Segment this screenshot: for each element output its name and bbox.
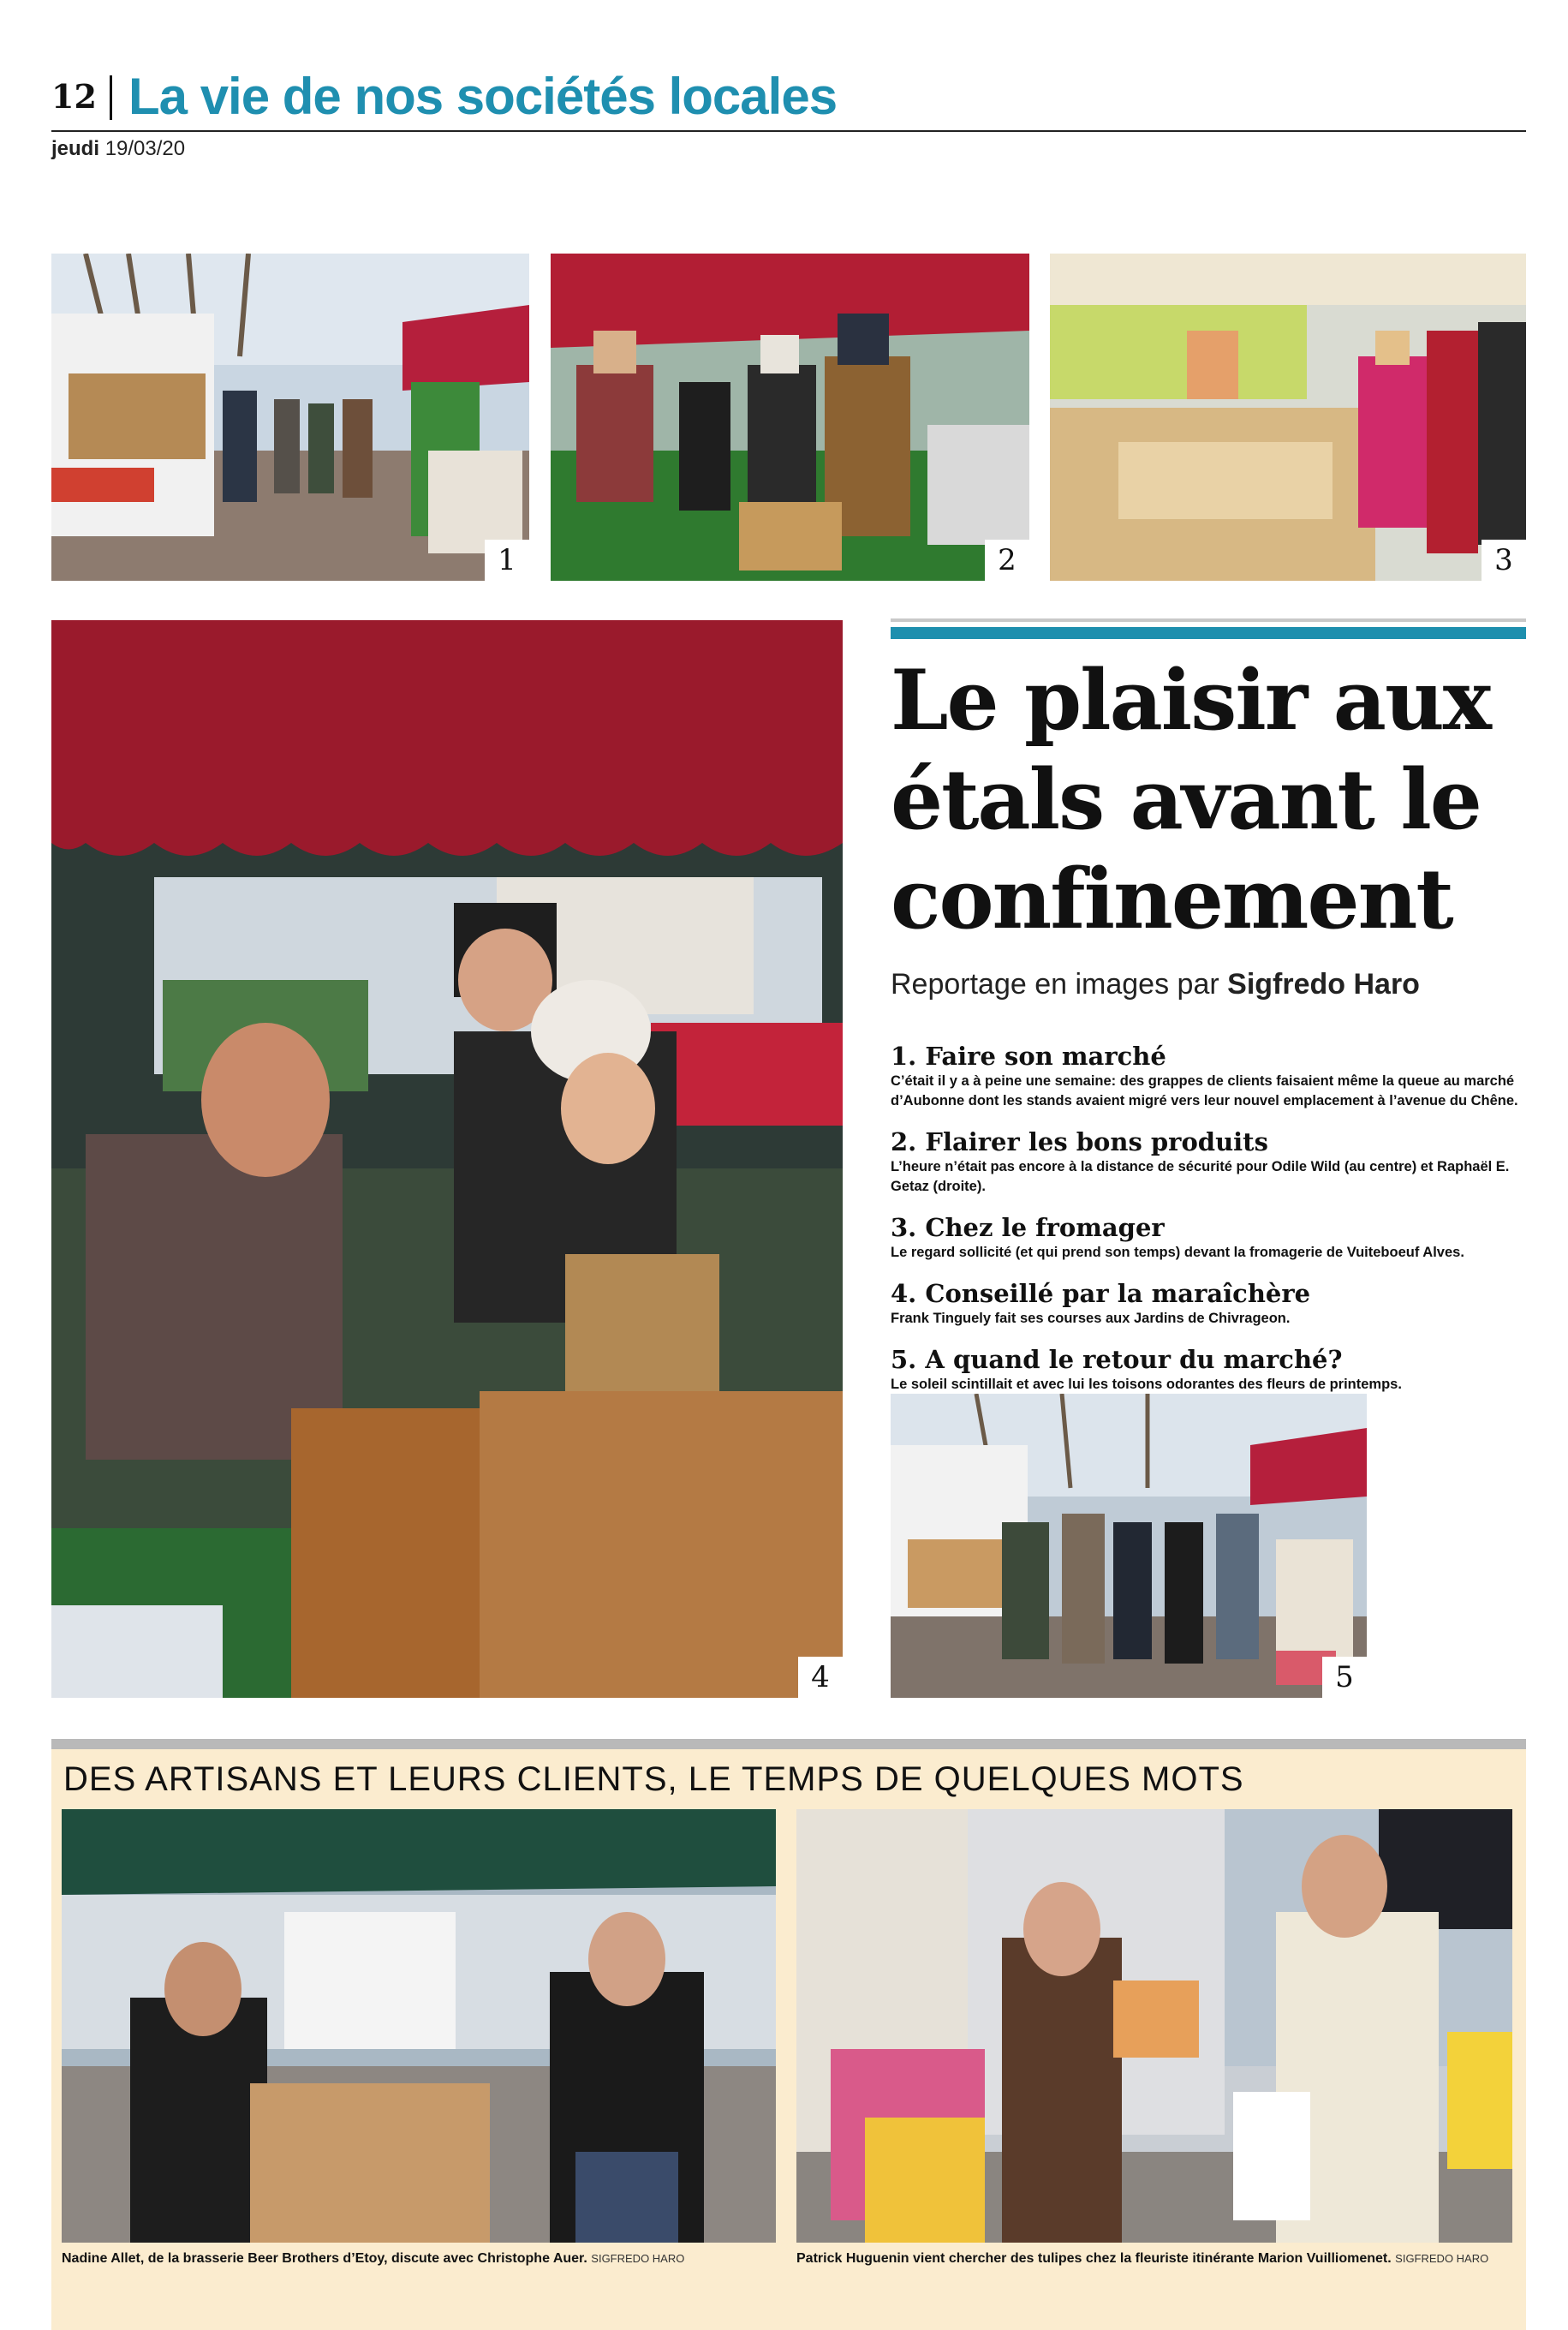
caption-text: L’heure n’était pas encore à la distance de sécurité pour Odile Wild (au centre) et Raphaël E. Getaz (droite).	[891, 1159, 1510, 1194]
caption-title: 1. Faire son marché	[891, 1042, 1166, 1071]
caption-item	[891, 1278, 1526, 1329]
caption-item	[891, 1041, 1526, 1111]
artisans-caption-left	[62, 2251, 684, 2267]
photo-market-street	[51, 254, 529, 581]
caption-title: 5. A quand le retour du marché?	[891, 1345, 1343, 1374]
header-rule	[51, 130, 1526, 132]
article-headline	[891, 651, 1541, 949]
page-number: 12	[51, 77, 97, 116]
date-day: jeudi	[51, 137, 100, 160]
artisans-box-top-rule	[51, 1739, 1526, 1749]
article-top-rule	[891, 627, 1526, 639]
caption-right-text: Patrick Huguenin vient chercher des tulipes chez la fleuriste itinérante Marion Vuilliomenet.	[796, 2251, 1392, 2266]
header-separator	[110, 75, 112, 120]
photo-brewery-chat	[62, 1809, 776, 2243]
photo-number-badge: 2	[985, 540, 1029, 581]
byline-prefix: Reportage en images par	[891, 968, 1219, 1001]
photo-credit: SIGFREDO HARO	[591, 2252, 685, 2265]
article-top-rule-grey	[891, 618, 1526, 622]
headline-line: Le plaisir aux	[891, 652, 1491, 749]
date-line	[51, 137, 185, 161]
artisans-caption-right	[796, 2251, 1488, 2267]
photo-vegetable-buyers	[51, 620, 843, 1698]
caption-item	[891, 1126, 1526, 1197]
photo-market-crowd	[891, 1394, 1367, 1698]
photo-florist-chat	[796, 1809, 1512, 2243]
caption-title: 4. Conseillé par la maraîchère	[891, 1279, 1311, 1308]
headline-line: confinement	[891, 851, 1452, 947]
caption-title: 2. Flairer les bons produits	[891, 1127, 1268, 1156]
artisans-title: DES ARTISANS ET LEURS CLIENTS, LE TEMPS DE QUELQUES MOTS	[63, 1760, 1244, 1798]
caption-text: C’était il y a à peine une semaine: des grappes de clients faisaient même la queue au marché d’Aubonne dont les stands avaient migré vers leur nouvel emplacement à l’avenue du Chêne.	[891, 1073, 1518, 1108]
byline	[891, 968, 1420, 1001]
caption-item	[891, 1212, 1526, 1263]
photo-vegetable-stand	[551, 254, 1029, 581]
photo-number-badge: 3	[1482, 540, 1526, 581]
photo-number-badge: 4	[798, 1657, 843, 1698]
photo-number-badge: 5	[1322, 1657, 1367, 1698]
caption-title: 3. Chez le fromager	[891, 1213, 1165, 1242]
photo-caption-list	[891, 1041, 1526, 1410]
section-title: La vie de nos sociétés locales	[128, 68, 838, 125]
date-value: 19/03/20	[104, 137, 186, 160]
caption-text: Le soleil scintillait et avec lui les toisons odorantes des fleurs de printemps.	[891, 1377, 1402, 1392]
photo-credit: SIGFREDO HARO	[1395, 2252, 1489, 2265]
caption-item	[891, 1344, 1526, 1395]
caption-left-text: Nadine Allet, de la brasserie Beer Brothers d’Etoy, discute avec Christophe Auer.	[62, 2251, 587, 2266]
byline-author: Sigfredo Haro	[1227, 968, 1420, 1001]
caption-text: Le regard sollicité (et qui prend son temps) devant la fromagerie de Vuiteboeuf Alves.	[891, 1245, 1464, 1260]
headline-line: étals avant le	[891, 751, 1481, 848]
photo-number-badge: 1	[485, 540, 529, 581]
caption-text: Frank Tinguely fait ses courses aux Jardins de Chivrageon.	[891, 1311, 1291, 1326]
photo-cheese-counter	[1050, 254, 1526, 581]
